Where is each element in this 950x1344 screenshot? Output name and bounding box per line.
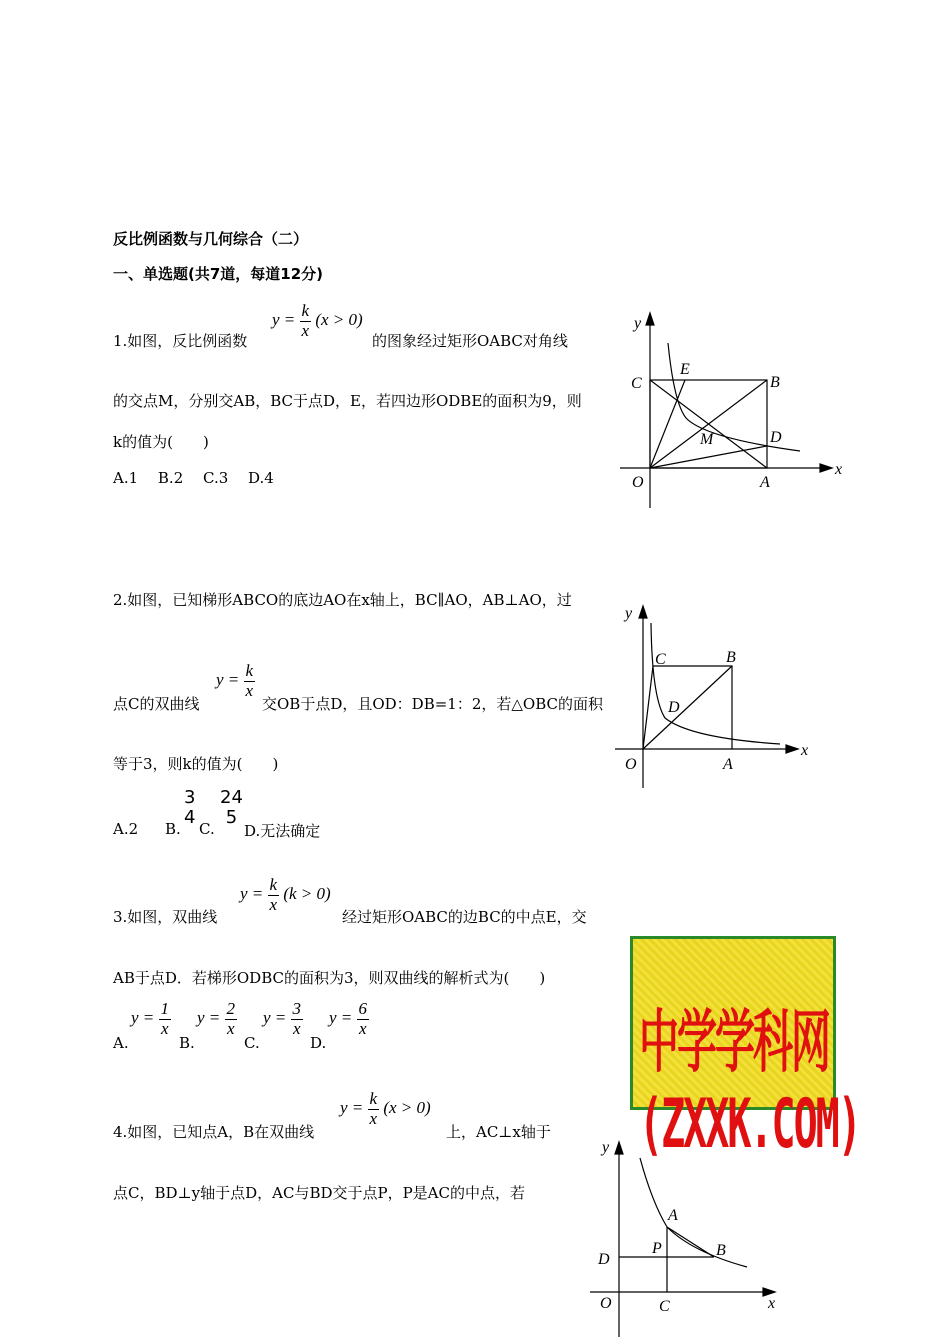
- document-title: 反比例函数与几何综合（二）: [113, 230, 309, 248]
- q3-formula-cond: (k > 0): [283, 884, 331, 904]
- q3-pre-text: 3.如图，双曲线: [113, 908, 218, 926]
- q2-label-x: x: [801, 742, 809, 759]
- watermark-image: [630, 936, 860, 1165]
- q2-y-arrow: [639, 606, 647, 618]
- q2-label-a: A: [723, 756, 733, 773]
- q3-option-b-num: 2: [226, 999, 236, 1018]
- q2-formula-den: x: [245, 680, 254, 700]
- q4-formula-fraction: [368, 1090, 380, 1128]
- q3-formula-lhs: y =: [240, 884, 264, 904]
- q1-formula-den: x: [301, 320, 310, 340]
- q3-option-a-den: x: [161, 1018, 169, 1038]
- q1-label-d: D: [770, 429, 782, 446]
- watermark-text: 中学学科网(ZXXK.COM): [639, 1004, 860, 1165]
- q1-label-o: O: [632, 474, 644, 491]
- q2-label-d: D: [668, 699, 680, 716]
- q2-formula-fraction: [244, 662, 256, 700]
- q3-option-a-lhs: y =: [131, 1008, 155, 1028]
- q2-option-c-fraction: [218, 788, 245, 828]
- q2-label-o: O: [625, 756, 637, 773]
- q2-label-b: B: [726, 649, 736, 666]
- q2-option-d: D.无法确定: [244, 822, 321, 840]
- q1-formula: [272, 302, 363, 340]
- q2-pre-text: 点C的双曲线: [113, 695, 200, 713]
- q3-option-b-den: x: [227, 1018, 235, 1038]
- q1-line1: [113, 330, 247, 351]
- q1-formula-fraction: [300, 302, 312, 340]
- q1-label-a: A: [760, 474, 770, 491]
- q3-option-a-num: 1: [160, 999, 170, 1018]
- q3-post-text: 经过矩形OABC的边BC的中点E，交: [342, 908, 587, 926]
- q3-option-c-letter: C.: [244, 1034, 260, 1052]
- q4-label-x: x: [768, 1295, 776, 1312]
- q2-option-a: A.2: [113, 820, 139, 838]
- q3-option-d-formula: [329, 1000, 369, 1038]
- q4-figure: [582, 1132, 792, 1340]
- q4-formula-lhs: y =: [340, 1098, 364, 1118]
- q3-formula-num: k: [269, 875, 278, 894]
- q3-formula-fraction: [268, 876, 280, 914]
- q3-option-b-fraction: [225, 1000, 238, 1038]
- q3-option-c-num: 3: [292, 999, 302, 1018]
- q2-hyperbola: [651, 623, 780, 744]
- q3-option-c-lhs: y =: [263, 1008, 287, 1028]
- q2-option-b-den: 4: [184, 806, 196, 828]
- q3-option-c-formula: [263, 1000, 303, 1038]
- q2-line3: 等于3，则k的值为( ): [113, 755, 279, 773]
- q1-label-c: C: [631, 375, 642, 392]
- q3-option-d-lhs: y =: [329, 1008, 353, 1028]
- q1-label-e: E: [680, 361, 690, 378]
- q4-label-c: C: [659, 1298, 670, 1315]
- q2-figure: [605, 598, 815, 790]
- q1-figure: [600, 308, 850, 513]
- q1-line3: k的值为( ): [113, 433, 209, 451]
- q1-pre-text: 1.如图，反比例函数: [113, 332, 248, 350]
- q4-segment-ab: [667, 1227, 714, 1257]
- q4-label-d: D: [598, 1251, 610, 1268]
- q4-post-text: 上，AC⊥x轴于: [446, 1123, 551, 1141]
- q4-formula-den: x: [369, 1108, 378, 1128]
- q3-option-c-den: x: [293, 1018, 301, 1038]
- q3-option-b-letter: B.: [179, 1034, 195, 1052]
- q1-label-y: y: [634, 315, 642, 332]
- q2-option-c-letter: C.: [199, 820, 215, 838]
- q4-pre-text: 4.如图，已知点A，B在双曲线: [113, 1123, 315, 1141]
- q2-option-c-num: 24: [220, 787, 243, 808]
- q3-option-d-num: 6: [358, 999, 368, 1018]
- q2-line1: 2.如图，已知梯形ABCO的底边AO在x轴上，BC∥AO，AB⊥AO，过: [113, 591, 572, 609]
- q2-x-arrow: [786, 745, 798, 753]
- q2-formula-lhs: y =: [216, 670, 240, 690]
- q1-segment-od: [650, 446, 767, 468]
- q1-label-m: M: [700, 431, 714, 448]
- q2-formula: [216, 662, 255, 700]
- q3-option-b-lhs: y =: [197, 1008, 221, 1028]
- q2-option-b-letter: B.: [165, 820, 181, 838]
- q3-option-c-fraction: [291, 1000, 304, 1038]
- q1-line2: 的交点M，分别交AB，BC于点D，E，若四边形ODBE的面积为9，则: [113, 392, 582, 410]
- q3-formula: [240, 876, 331, 914]
- q3-option-a-formula: [131, 1000, 171, 1038]
- q4-formula-cond: (x > 0): [383, 1098, 431, 1118]
- q1-label-b: B: [770, 374, 780, 391]
- q1-x-arrow: [820, 464, 832, 472]
- q2-option-b-num: 3: [184, 787, 196, 808]
- q3-option-d-letter: D.: [310, 1034, 327, 1052]
- q3-option-d-fraction: [357, 1000, 370, 1038]
- q1-label-x: x: [835, 461, 843, 478]
- q4-y-arrow: [615, 1142, 623, 1154]
- section-heading: 一、单选题(共7道，每道12分): [113, 265, 324, 283]
- q1-formula-num: k: [301, 301, 310, 320]
- q3-option-d-den: x: [359, 1018, 367, 1038]
- q2-option-c-den: 5: [225, 806, 238, 828]
- q1-formula-cond: (x > 0): [315, 310, 363, 330]
- q2-post-text: 交OB于点D，且OD：DB=1：2，若△OBC的面积: [262, 695, 603, 713]
- q4-formula: [340, 1090, 431, 1128]
- q1-formula-lhs: y =: [272, 310, 296, 330]
- q1-options: A.1 B.2 C.3 D.4: [113, 469, 274, 487]
- q1-post-text: 的图象经过矩形OABC对角线: [372, 332, 568, 350]
- q1-y-arrow: [646, 313, 654, 325]
- q4-label-y: y: [602, 1139, 610, 1156]
- q4-line2: 点C，BD⊥y轴于点D，AC与BD交于点P，P是AC的中点，若: [113, 1184, 525, 1202]
- q2-option-b-fraction: [182, 788, 197, 828]
- q3-formula-den: x: [269, 894, 278, 914]
- q4-formula-num: k: [369, 1089, 378, 1108]
- q3-options: [113, 1000, 373, 1056]
- q3-line2: AB于点D．若梯形ODBC的面积为3，则双曲线的解析式为( ): [113, 969, 546, 987]
- q3-option-b-formula: [197, 1000, 237, 1038]
- q2-label-y: y: [625, 605, 633, 622]
- q4-label-o: O: [600, 1295, 612, 1312]
- q4-label-a: A: [668, 1207, 678, 1224]
- q4-label-b: B: [716, 1242, 726, 1259]
- q3-option-a-letter: A.: [113, 1034, 129, 1052]
- q2-formula-num: k: [245, 661, 254, 680]
- q2-label-c: C: [655, 651, 666, 668]
- q4-label-p: P: [652, 1240, 662, 1257]
- q3-option-a-fraction: [159, 1000, 172, 1038]
